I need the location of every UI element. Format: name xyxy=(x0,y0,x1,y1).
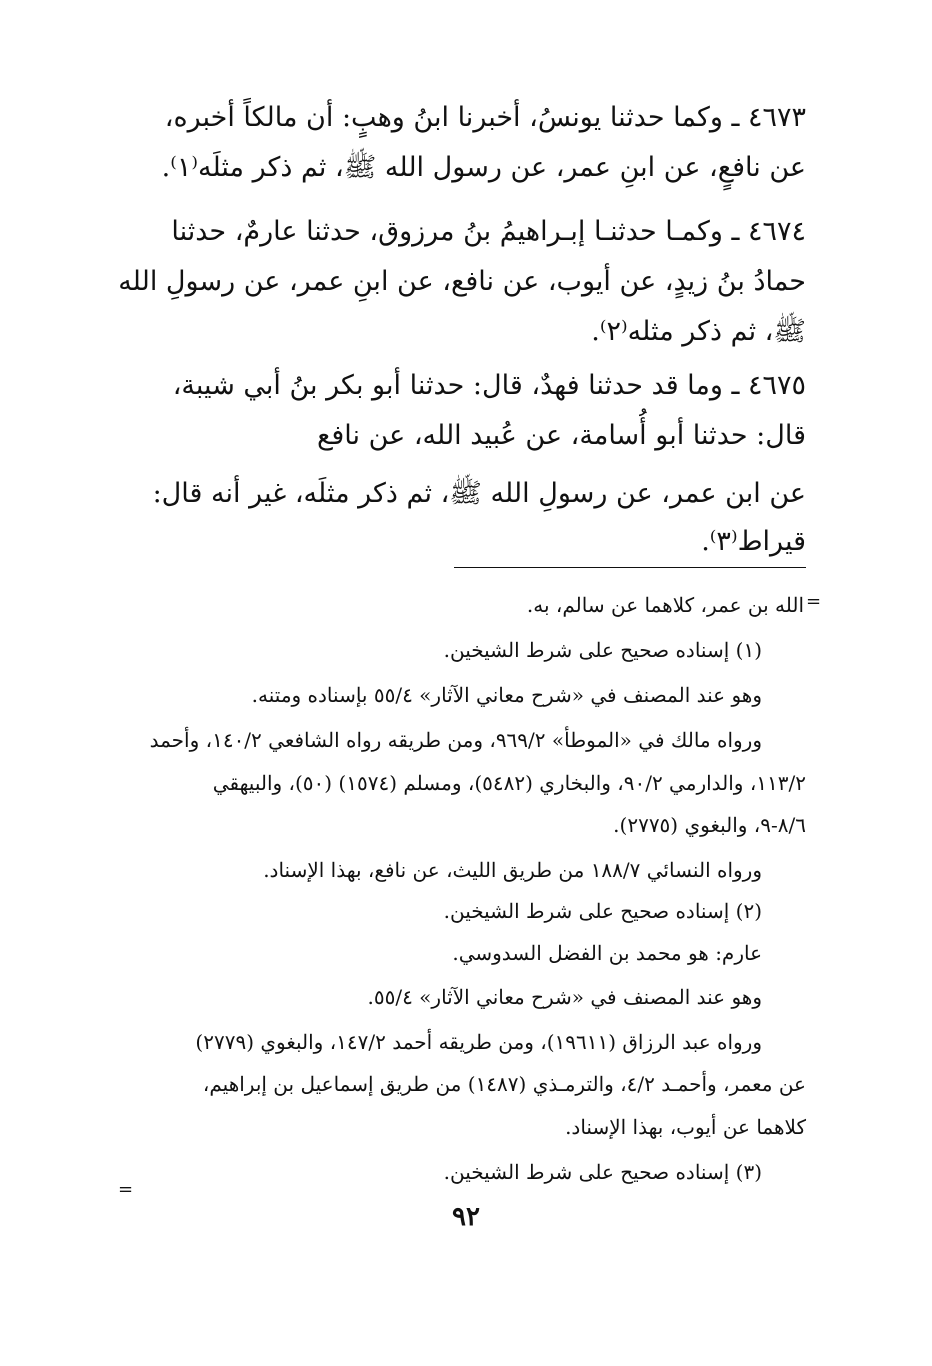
footnote-line: وهو عند المصنف في «شرح معاني الآثار» ٥٥/٤ بإسناده ومتنه. xyxy=(251,683,762,707)
footnote-line: عن معمر، وأحمـد ٤/٢، والترمـذي (١٤٨٧) من طريق إسماعيل بن إبراهيم، xyxy=(202,1072,806,1096)
footnote-2-heading: (٢) إسناده صحيح على شرط الشيخين. xyxy=(443,899,762,923)
footnote-line: ١١٣/٢، والدارمي ٩٠/٢، والبخاري (٥٤٨٢)، ومسلم (١٥٧٤) (٥٠)، والبيهقي xyxy=(212,771,806,795)
footnote-line: كلاهما عن أيوب، بهذا الإسناد. xyxy=(565,1115,806,1139)
footnote-line: عارم: هو محمد بن الفضل السدوسي. xyxy=(452,941,762,965)
hadith-4674-line-2: حمادُ بنُ زيدٍ، عن أيوب، عن نافع، عن ابنِ عمر، عن رسولِ الله xyxy=(118,266,806,297)
footnote-continued-mark: = xyxy=(118,1179,134,1200)
hadith-4673-line-2: عن نافعٍ، عن ابنِ عمر، عن رسول الله ﷺ، ثم ذكر مثلَه⁽١⁾. xyxy=(161,152,806,183)
footnote-carryover-mark: = xyxy=(806,591,822,612)
footnote-line: الله بن عمر، كلاهما عن سالم، به. xyxy=(526,593,804,617)
hadith-4675-line-1: ٤٦٧٥ ـ وما قد حدثنا فهدٌ، قال: حدثنا أبو بكر بنُ أبي شيبة، xyxy=(172,370,806,401)
hadith-4674-line-1: ٤٦٧٤ ـ وكمـا حدثنـا إبـراهيمُ بنُ مرزوق، حدثنا عارمٌ، حدثنا xyxy=(171,216,806,247)
footnote-line: وهو عند المصنف في «شرح معاني الآثار» ٥٥/٤. xyxy=(367,985,762,1009)
hadith-4675-line-3: عن ابن عمر، عن رسولِ الله ﷺ، ثم ذكر مثلَه، غير أنه قال: xyxy=(152,478,806,509)
page-number: ٩٢ xyxy=(452,1202,480,1232)
hadith-4674-line-3: ﷺ، ثم ذكر مثله⁽٢⁾. xyxy=(591,316,806,347)
footnote-3-heading: (٣) إسناده صحيح على شرط الشيخين. xyxy=(443,1160,762,1184)
footnote-1-heading: (١) إسناده صحيح على شرط الشيخين. xyxy=(443,638,762,662)
hadith-4675-line-2: قال: حدثنا أبو أُسامة، عن عُبيد الله، عن نافع xyxy=(316,420,806,451)
footnote-line: ورواه عبد الرزاق (١٩٦١١)، ومن طريقه أحمد ١٤٧/٢، والبغوي (٢٧٧٩) xyxy=(195,1030,762,1054)
footnote-divider xyxy=(454,567,806,568)
footnote-line: ورواه النسائي ١٨٨/٧ من طريق الليث، عن نافع، بهذا الإسناد. xyxy=(263,858,762,882)
hadith-4675-line-4: قيراط⁽٣⁾. xyxy=(701,526,806,557)
footnote-line: ورواه مالك في «الموطأ» ٩٦٩/٢، ومن طريقه رواه الشافعي ١٤٠/٢، وأحمد xyxy=(149,728,762,752)
hadith-4673-line-1: ٤٦٧٣ ـ وكما حدثنا يونسُ، أخبرنا ابنُ وهبٍ: أن مالكاً أخبره، xyxy=(164,102,806,133)
footnote-line: ٨/٦-٩، والبغوي (٢٧٧٥). xyxy=(613,813,806,837)
